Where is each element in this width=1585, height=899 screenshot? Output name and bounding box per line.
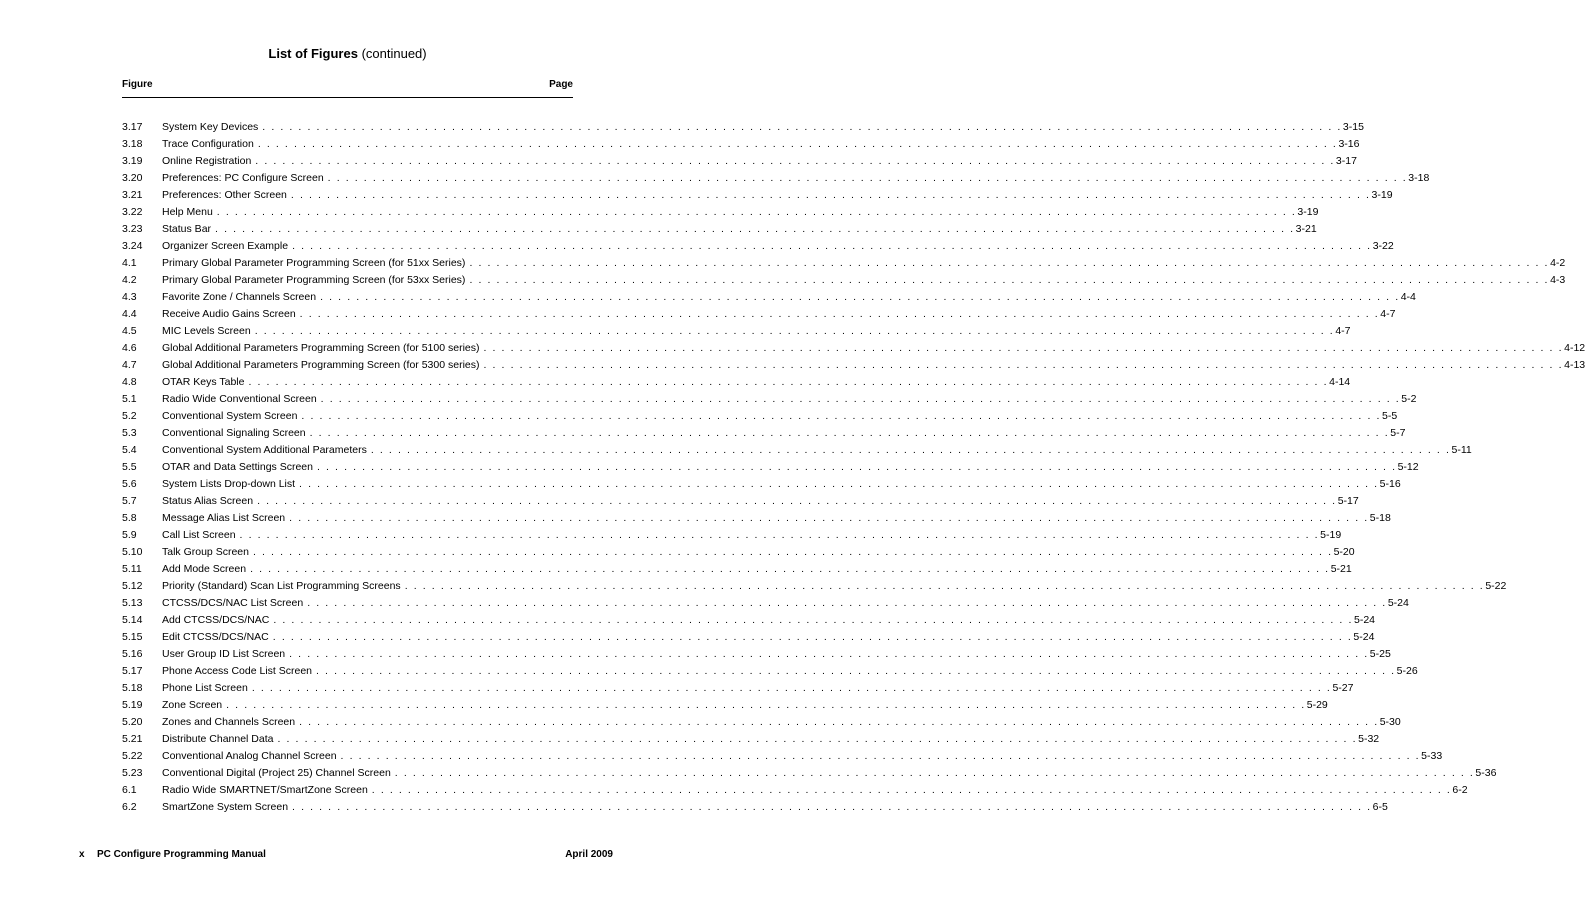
figure-number: 5.9 <box>122 529 137 541</box>
dot-leader: . . . . . . . . . . . . . . . . . . . . . . . . . . . . . . . . . . . . . . . . . . . . . . . . . . . . . . . . . . . . . . . . . . . . . . . . . . . . . . . . . . . . . . . . . . . . . . . . . . . . . . . . . . . . . . . . . . . . . . . . <box>483 342 1564 354</box>
page-column-label: Page <box>549 79 573 90</box>
figure-line <box>162 680 1354 697</box>
dot-leader: . . . . . . . . . . . . . . . . . . . . . . . . . . . . . . . . . . . . . . . . . . . . . . . . . . . . . . . . . . . . . . . . . . . . . . . . . . . . . . . . . . . . . . . . . . . . . . . . . . . . . . . . . . . . . . . . . . . . . . . . <box>299 478 1379 490</box>
dot-leader: . . . . . . . . . . . . . . . . . . . . . . . . . . . . . . . . . . . . . . . . . . . . . . . . . . . . . . . . . . . . . . . . . . . . . . . . . . . . . . . . . . . . . . . . . . . . . . . . . . . . . . . . . . . . . . . . . . . . . . . . <box>469 274 1550 286</box>
figure-line <box>162 476 1401 493</box>
dot-leader: . . . . . . . . . . . . . . . . . . . . . . . . . . . . . . . . . . . . . . . . . . . . . . . . . . . . . . . . . . . . . . . . . . . . . . . . . . . . . . . . . . . . . . . . . . . . . . . . . . . . . . . . . . . . . . . . . . . . . . . . <box>262 121 1342 133</box>
figure-title: Help Menu <box>162 206 213 218</box>
figure-line <box>162 578 1507 595</box>
figure-title: Message Alias List Screen <box>162 512 286 524</box>
figure-title: Conventional Digital (Project 25) Channel Screen <box>162 767 391 779</box>
dot-leader: . . . . . . . . . . . . . . . . . . . . . . . . . . . . . . . . . . . . . . . . . . . . . . . . . . . . . . . . . . . . . . . . . . . . . . . . . . . . . . . . . . . . . . . . . . . . . . . . . . . . . . . . . . . . . . . . . . . . . . . . <box>251 682 1332 694</box>
figure-page: 5-24 <box>1353 631 1375 643</box>
figure-entry[interactable] <box>122 425 1406 442</box>
figure-page: 5-7 <box>1390 427 1406 439</box>
figure-title: Conventional System Additional Parameters <box>162 444 367 456</box>
figure-number: 4.8 <box>122 376 137 388</box>
figure-page: 5-29 <box>1306 699 1328 711</box>
figure-line <box>162 425 1406 442</box>
figure-number: 5.15 <box>122 631 143 643</box>
figure-title: OTAR and Data Settings Screen <box>162 461 313 473</box>
figure-line <box>162 459 1419 476</box>
figure-line <box>162 748 1443 765</box>
figure-number: 6.1 <box>122 784 137 796</box>
figure-number: 5.11 <box>122 563 142 575</box>
figure-title: Organizer Screen Example <box>162 240 289 252</box>
column-header <box>122 79 573 93</box>
figure-number: 6.2 <box>122 801 137 813</box>
figure-number: 5.22 <box>122 750 143 762</box>
figure-line <box>162 255 1566 272</box>
figure-line <box>162 238 1394 255</box>
figure-entry[interactable] <box>122 765 1497 782</box>
dot-leader: . . . . . . . . . . . . . . . . . . . . . . . . . . . . . . . . . . . . . . . . . . . . . . . . . . . . . . . . . . . . . . . . . . . . . . . . . . . . . . . . . . . . . . . . . . . . . . . . . . . . . . . . . . . . . . . . . . . . . . . . <box>299 308 1380 320</box>
figure-page: 3-22 <box>1372 240 1394 252</box>
figure-line <box>162 510 1391 527</box>
figure-number: 5.16 <box>122 648 143 660</box>
figure-page: 4-4 <box>1400 291 1416 303</box>
figure-page: 5-27 <box>1332 682 1354 694</box>
dot-leader: . . . . . . . . . . . . . . . . . . . . . . . . . . . . . . . . . . . . . . . . . . . . . . . . . . . . . . . . . . . . . . . . . . . . . . . . . . . . . . . . . . . . . . . . . . . . . . . . . . . . . . . . . . . . . . . . . . . . . . . . <box>320 393 1401 405</box>
figure-entry[interactable] <box>122 544 1355 561</box>
figure-line <box>162 391 1417 408</box>
figure-page: 3-16 <box>1338 138 1360 150</box>
figure-line <box>162 153 1357 170</box>
figure-line <box>162 799 1388 816</box>
dot-leader: . . . . . . . . . . . . . . . . . . . . . . . . . . . . . . . . . . . . . . . . . . . . . . . . . . . . . . . . . . . . . . . . . . . . . . . . . . . . . . . . . . . . . . . . . . . . . . . . . . . . . . . . . . . . . . . . . . . . . . . . <box>252 546 1333 558</box>
figure-number: 5.21 <box>122 733 143 745</box>
figure-line <box>162 544 1355 561</box>
figure-page: 4-14 <box>1329 376 1351 388</box>
figure-page: 5-20 <box>1333 546 1355 558</box>
figure-line <box>162 374 1351 391</box>
figure-line <box>162 731 1380 748</box>
dot-leader: . . . . . . . . . . . . . . . . . . . . . . . . . . . . . . . . . . . . . . . . . . . . . . . . . . . . . . . . . . . . . . . . . . . . . . . . . . . . . . . . . . . . . . . . . . . . . . . . . . . . . . . . . . . . . . . . . . . . . . . . <box>272 631 1353 643</box>
figure-entry[interactable] <box>122 714 1401 731</box>
dot-leader: . . . . . . . . . . . . . . . . . . . . . . . . . . . . . . . . . . . . . . . . . . . . . . . . . . . . . . . . . . . . . . . . . . . . . . . . . . . . . . . . . . . . . . . . . . . . . . . . . . . . . . . . . . . . . . . . . . . . . . . . <box>257 495 1337 507</box>
figure-entry[interactable] <box>122 306 1396 323</box>
figure-entry[interactable] <box>122 476 1401 493</box>
figure-page: 5-30 <box>1379 716 1401 728</box>
figure-line <box>162 714 1401 731</box>
figure-entry[interactable] <box>122 527 1342 544</box>
figure-number: 5.17 <box>122 665 143 677</box>
figure-number: 3.19 <box>122 155 143 167</box>
figure-number: 4.5 <box>122 325 137 337</box>
figure-entry[interactable] <box>122 323 1351 340</box>
figure-title: Phone Access Code List Screen <box>162 665 313 677</box>
figure-title: Radio Wide Conventional Screen <box>162 393 317 405</box>
figure-title: Favorite Zone / Channels Screen <box>162 291 317 303</box>
dot-leader: . . . . . . . . . . . . . . . . . . . . . . . . . . . . . . . . . . . . . . . . . . . . . . . . . . . . . . . . . . . . . . . . . . . . . . . . . . . . . . . . . . . . . . . . . . . . . . . . . . . . . . . . . . . . . . . . . . . . . . . . <box>327 172 1408 184</box>
figure-title: Online Registration <box>162 155 252 167</box>
dot-leader: . . . . . . . . . . . . . . . . . . . . . . . . . . . . . . . . . . . . . . . . . . . . . . . . . . . . . . . . . . . . . . . . . . . . . . . . . . . . . . . . . . . . . . . . . . . . . . . . . . . . . . . . . . . . . . . . . . . . . . . . <box>320 291 1400 303</box>
figure-number: 5.5 <box>122 461 137 473</box>
figure-page: 4-12 <box>1564 342 1585 354</box>
figure-page: 5-5 <box>1382 410 1398 422</box>
figure-line <box>162 323 1351 340</box>
figure-number: 5.6 <box>122 478 137 490</box>
figure-number: 5.4 <box>122 444 137 456</box>
figure-line <box>162 782 1468 799</box>
dot-leader: . . . . . . . . . . . . . . . . . . . . . . . . . . . . . . . . . . . . . . . . . . . . . . . . . . . . . . . . . . . . . . . . . . . . . . . . . . . . . . . . . . . . . . . . . . . . . . . . . . . . . . . . . . . . . . . . . . . . . . . . <box>316 665 1396 677</box>
dot-leader: . . . . . . . . . . . . . . . . . . . . . . . . . . . . . . . . . . . . . . . . . . . . . . . . . . . . . . . . . . . . . . . . . . . . . . . . . . . . . . . . . . . . . . . . . . . . . . . . . . . . . . . . . . . . . . . . . . . . . . . . <box>273 614 1353 626</box>
dot-leader: . . . . . . . . . . . . . . . . . . . . . . . . . . . . . . . . . . . . . . . . . . . . . . . . . . . . . . . . . . . . . . . . . . . . . . . . . . . . . . . . . . . . . . . . . . . . . . . . . . . . . . . . . . . . . . . . . . . . . . . . <box>301 410 1382 422</box>
figure-line <box>162 595 1409 612</box>
dot-leader: . . . . . . . . . . . . . . . . . . . . . . . . . . . . . . . . . . . . . . . . . . . . . . . . . . . . . . . . . . . . . . . . . . . . . . . . . . . . . . . . . . . . . . . . . . . . . . . . . . . . . . . . . . . . . . . . . . . . . . . . <box>404 580 1485 592</box>
figure-title: Status Alias Screen <box>162 495 254 507</box>
figure-entry[interactable] <box>122 510 1391 527</box>
figure-entry[interactable] <box>122 731 1380 748</box>
figure-entry[interactable] <box>122 697 1328 714</box>
figure-title: Status Bar <box>162 223 212 235</box>
dot-leader: . . . . . . . . . . . . . . . . . . . . . . . . . . . . . . . . . . . . . . . . . . . . . . . . . . . . . . . . . . . . . . . . . . . . . . . . . . . . . . . . . . . . . . . . . . . . . . . . . . . . . . . . . . . . . . . . . . . . . . . . <box>292 801 1372 813</box>
dot-leader: . . . . . . . . . . . . . . . . . . . . . . . . . . . . . . . . . . . . . . . . . . . . . . . . . . . . . . . . . . . . . . . . . . . . . . . . . . . . . . . . . . . . . . . . . . . . . . . . . . . . . . . . . . . . . . . . . . . . . . . . <box>316 461 1397 473</box>
figure-page: 5-24 <box>1353 614 1375 626</box>
figure-title: Zone Screen <box>162 699 223 711</box>
figure-line <box>162 136 1360 153</box>
figure-number: 5.14 <box>122 614 143 626</box>
figure-title: Trace Configuration <box>162 138 254 150</box>
page-title <box>0 46 695 61</box>
figure-page: 5-11 <box>1451 444 1472 456</box>
figure-line <box>162 527 1342 544</box>
figure-page: 3-19 <box>1371 189 1393 201</box>
figure-page: 5-26 <box>1396 665 1418 677</box>
figure-title: OTAR Keys Table <box>162 376 245 388</box>
figure-title: Primary Global Parameter Programming Screen (for 51xx Series) <box>162 257 466 269</box>
figure-entry[interactable] <box>122 221 1317 238</box>
figure-title: MIC Levels Screen <box>162 325 251 337</box>
dot-leader: . . . . . . . . . . . . . . . . . . . . . . . . . . . . . . . . . . . . . . . . . . . . . . . . . . . . . . . . . . . . . . . . . . . . . . . . . . . . . . . . . . . . . . . . . . . . . . . . . . . . . . . . . . . . . . . . . . . . . . . . <box>309 427 1390 439</box>
figure-entry[interactable] <box>122 408 1398 425</box>
dot-leader: . . . . . . . . . . . . . . . . . . . . . . . . . . . . . . . . . . . . . . . . . . . . . . . . . . . . . . . . . . . . . . . . . . . . . . . . . . . . . . . . . . . . . . . . . . . . . . . . . . . . . . . . . . . . . . . . . . . . . . . . <box>290 189 1371 201</box>
dot-leader: . . . . . . . . . . . . . . . . . . . . . . . . . . . . . . . . . . . . . . . . . . . . . . . . . . . . . . . . . . . . . . . . . . . . . . . . . . . . . . . . . . . . . . . . . . . . . . . . . . . . . . . . . . . . . . . . . . . . . . . . <box>248 376 1329 388</box>
dot-leader: . . . . . . . . . . . . . . . . . . . . . . . . . . . . . . . . . . . . . . . . . . . . . . . . . . . . . . . . . . . . . . . . . . . . . . . . . . . . . . . . . . . . . . . . . . . . . . . . . . . . . . . . . . . . . . . . . . . . . . . . <box>239 529 1320 541</box>
figure-title: System Key Devices <box>162 121 259 133</box>
figure-number: 4.4 <box>122 308 137 320</box>
figure-line <box>162 272 1566 289</box>
figure-number: 5.12 <box>122 580 143 592</box>
figure-line <box>162 765 1497 782</box>
figure-page: 4-7 <box>1380 308 1396 320</box>
figure-title: User Group ID List Screen <box>162 648 286 660</box>
figure-line <box>162 170 1430 187</box>
figure-number: 4.6 <box>122 342 137 354</box>
figure-entry[interactable] <box>122 680 1354 697</box>
figure-title: Priority (Standard) Scan List Programming Screens <box>162 580 401 592</box>
figure-page: 4-13 <box>1564 359 1585 371</box>
figure-line <box>162 289 1416 306</box>
header-divider <box>122 97 573 98</box>
figure-title: Global Additional Parameters Programming Screen (for 5300 series) <box>162 359 480 371</box>
figure-page: 3-19 <box>1297 206 1319 218</box>
figure-line <box>162 442 1472 459</box>
figure-entry[interactable] <box>122 187 1393 204</box>
figure-line <box>162 204 1319 221</box>
figure-title: Add CTCSS/DCS/NAC <box>162 614 270 626</box>
figure-page: 4-7 <box>1335 325 1351 337</box>
figure-entry[interactable] <box>122 561 1352 578</box>
figure-line <box>162 612 1375 629</box>
dot-leader: . . . . . . . . . . . . . . . . . . . . . . . . . . . . . . . . . . . . . . . . . . . . . . . . . . . . . . . . . . . . . . . . . . . . . . . . . . . . . . . . . . . . . . . . . . . . . . . . . . . . . . . . . . . . . . . . . . . . . . . . <box>289 648 1369 660</box>
figure-number: 4.7 <box>122 359 137 371</box>
figure-title: Conventional Signaling Screen <box>162 427 306 439</box>
figure-title: Global Additional Parameters Programming Screen (for 5100 series) <box>162 342 480 354</box>
figure-entry[interactable] <box>122 459 1419 476</box>
figure-line <box>162 306 1396 323</box>
figure-entry[interactable] <box>122 629 1375 646</box>
figure-page: 5-24 <box>1387 597 1409 609</box>
figure-entry[interactable] <box>122 374 1351 391</box>
figure-number: 5.3 <box>122 427 137 439</box>
figure-entry[interactable] <box>122 442 1472 459</box>
figure-page: 5-16 <box>1379 478 1401 490</box>
dot-leader: . . . . . . . . . . . . . . . . . . . . . . . . . . . . . . . . . . . . . . . . . . . . . . . . . . . . . . . . . . . . . . . . . . . . . . . . . . . . . . . . . . . . . . . . . . . . . . . . . . . . . . . . . . . . . . . . . . . . . . . . <box>257 138 1338 150</box>
figure-entry[interactable] <box>122 119 1364 136</box>
figure-page: 5-25 <box>1369 648 1391 660</box>
figure-title: Primary Global Parameter Programming Screen (for 53xx Series) <box>162 274 466 286</box>
figure-page: 6-2 <box>1452 784 1468 796</box>
figure-entry[interactable] <box>122 357 1585 374</box>
figure-number: 3.24 <box>122 240 143 252</box>
figure-page: 3-18 <box>1408 172 1430 184</box>
figure-title: Edit CTCSS/DCS/NAC <box>162 631 269 643</box>
figure-number: 3.20 <box>122 172 143 184</box>
figure-line <box>162 629 1375 646</box>
figure-number: 5.13 <box>122 597 143 609</box>
figure-page: 5-21 <box>1330 563 1352 575</box>
dot-leader: . . . . . . . . . . . . . . . . . . . . . . . . . . . . . . . . . . . . . . . . . . . . . . . . . . . . . . . . . . . . . . . . . . . . . . . . . . . . . . . . . . . . . . . . . . . . . . . . . . . . . . . . . . . . . . . . . . . . . . . . <box>289 512 1369 524</box>
figure-number: 5.7 <box>122 495 137 507</box>
figure-entry[interactable] <box>122 238 1394 255</box>
figure-entry[interactable] <box>122 799 1388 816</box>
figure-entry[interactable] <box>122 646 1391 663</box>
figure-page: 5-18 <box>1369 512 1391 524</box>
figure-entry[interactable] <box>122 170 1430 187</box>
page-title-suffix: (continued) <box>357 46 427 61</box>
figure-number: 5.19 <box>122 699 143 711</box>
figure-entry[interactable] <box>122 255 1566 272</box>
figure-entry[interactable] <box>122 748 1443 765</box>
figure-entry[interactable] <box>122 578 1507 595</box>
figure-page: 3-15 <box>1342 121 1364 133</box>
figure-page: 4-2 <box>1550 257 1566 269</box>
figure-page: 5-17 <box>1337 495 1359 507</box>
figure-entry[interactable] <box>122 391 1417 408</box>
figure-line <box>162 187 1393 204</box>
figure-entry[interactable] <box>122 493 1359 510</box>
figure-title: Radio Wide SMARTNET/SmartZone Screen <box>162 784 368 796</box>
figure-number: 5.23 <box>122 767 143 779</box>
figure-title: Conventional System Screen <box>162 410 298 422</box>
dot-leader: . . . . . . . . . . . . . . . . . . . . . . . . . . . . . . . . . . . . . . . . . . . . . . . . . . . . . . . . . . . . . . . . . . . . . . . . . . . . . . . . . . . . . . . . . . . . . . . . . . . . . . . . . . . . . . . . . . . . . . . . <box>250 563 1330 575</box>
figure-list <box>122 119 1585 816</box>
figure-line <box>162 493 1359 510</box>
dot-leader: . . . . . . . . . . . . . . . . . . . . . . . . . . . . . . . . . . . . . . . . . . . . . . . . . . . . . . . . . . . . . . . . . . . . . . . . . . . . . . . . . . . . . . . . . . . . . . . . . . . . . . . . . . . . . . . . . . . . . . . . <box>299 716 1379 728</box>
page-footer <box>79 849 613 863</box>
dot-leader: . . . . . . . . . . . . . . . . . . . . . . . . . . . . . . . . . . . . . . . . . . . . . . . . . . . . . . . . . . . . . . . . . . . . . . . . . . . . . . . . . . . . . . . . . . . . . . . . . . . . . . . . . . . . . . . . . . . . . . . . <box>292 240 1372 252</box>
dot-leader: . . . . . . . . . . . . . . . . . . . . . . . . . . . . . . . . . . . . . . . . . . . . . . . . . . . . . . . . . . . . . . . . . . . . . . . . . . . . . . . . . . . . . . . . . . . . . . . . . . . . . . . . . . . . . . . . . . . . . . . . <box>469 257 1550 269</box>
figure-title: Preferences: Other Screen <box>162 189 287 201</box>
figure-number: 4.2 <box>122 274 137 286</box>
footer-page-numeral: x <box>79 849 85 860</box>
figure-entry[interactable] <box>122 595 1409 612</box>
figure-page: 5-19 <box>1320 529 1342 541</box>
dot-leader: . . . . . . . . . . . . . . . . . . . . . . . . . . . . . . . . . . . . . . . . . . . . . . . . . . . . . . . . . . . . . . . . . . . . . . . . . . . . . . . . . . . . . . . . . . . . . . . . . . . . . . . . . . . . . . . . . . . . . . . . <box>215 223 1295 235</box>
figure-number: 5.20 <box>122 716 143 728</box>
figure-page: 5-33 <box>1421 750 1443 762</box>
figure-entry[interactable] <box>122 782 1468 799</box>
figure-line <box>162 408 1398 425</box>
footer-date: April 2009 <box>565 849 613 860</box>
figure-entry[interactable] <box>122 204 1319 221</box>
figure-page: 4-3 <box>1550 274 1566 286</box>
figure-number: 5.8 <box>122 512 137 524</box>
dot-leader: . . . . . . . . . . . . . . . . . . . . . . . . . . . . . . . . . . . . . . . . . . . . . . . . . . . . . . . . . . . . . . . . . . . . . . . . . . . . . . . . . . . . . . . . . . . . . . . . . . . . . . . . . . . . . . . . . . . . . . . . <box>255 155 1335 167</box>
figure-line <box>162 646 1391 663</box>
figure-line <box>162 221 1317 238</box>
page-title-main: List of Figures <box>268 46 358 61</box>
figure-line <box>162 561 1352 578</box>
figure-number: 5.2 <box>122 410 137 422</box>
figure-number: 5.10 <box>122 546 143 558</box>
figure-page: 3-17 <box>1335 155 1357 167</box>
figure-line <box>162 663 1418 680</box>
figure-number: 3.22 <box>122 206 143 218</box>
figure-number: 5.1 <box>122 393 137 405</box>
figure-line <box>162 357 1585 374</box>
footer-manual-title: PC Configure Programming Manual <box>97 849 266 860</box>
figure-title: Distribute Channel Data <box>162 733 274 745</box>
figure-line <box>162 119 1364 136</box>
figure-title: Zones and Channels Screen <box>162 716 296 728</box>
figure-number: 3.18 <box>122 138 143 150</box>
figure-title: Call List Screen <box>162 529 236 541</box>
figure-column-label: Figure <box>122 79 153 90</box>
figure-title: SmartZone System Screen <box>162 801 289 813</box>
figure-number: 3.23 <box>122 223 143 235</box>
figure-page: 3-21 <box>1295 223 1317 235</box>
figure-title: Add Mode Screen <box>162 563 247 575</box>
figure-title: Talk Group Screen <box>162 546 249 558</box>
figure-entry[interactable] <box>122 663 1418 680</box>
figure-title: Phone List Screen <box>162 682 248 694</box>
figure-page: 5-36 <box>1475 767 1497 779</box>
figure-title: CTCSS/DCS/NAC List Screen <box>162 597 304 609</box>
figure-entry[interactable] <box>122 136 1360 153</box>
figure-line <box>162 697 1328 714</box>
figure-number: 5.18 <box>122 682 143 694</box>
figure-title: Conventional Analog Channel Screen <box>162 750 337 762</box>
figure-entry[interactable] <box>122 340 1585 357</box>
dot-leader: . . . . . . . . . . . . . . . . . . . . . . . . . . . . . . . . . . . . . . . . . . . . . . . . . . . . . . . . . . . . . . . . . . . . . . . . . . . . . . . . . . . . . . . . . . . . . . . . . . . . . . . . . . . . . . . . . . . . . . . . <box>254 325 1335 337</box>
figure-number: 4.3 <box>122 291 137 303</box>
figure-number: 3.17 <box>122 121 143 133</box>
figure-page: 5-22 <box>1485 580 1507 592</box>
dot-leader: . . . . . . . . . . . . . . . . . . . . . . . . . . . . . . . . . . . . . . . . . . . . . . . . . . . . . . . . . . . . . . . . . . . . . . . . . . . . . . . . . . . . . . . . . . . . . . . . . . . . . . . . . . . . . . . . . . . . . . . . <box>340 750 1421 762</box>
figure-entry[interactable] <box>122 612 1375 629</box>
dot-leader: . . . . . . . . . . . . . . . . . . . . . . . . . . . . . . . . . . . . . . . . . . . . . . . . . . . . . . . . . . . . . . . . . . . . . . . . . . . . . . . . . . . . . . . . . . . . . . . . . . . . . . . . . . . . . . . . . . . . . . . . <box>216 206 1297 218</box>
figure-entry[interactable] <box>122 272 1566 289</box>
figure-line <box>162 340 1585 357</box>
figure-entry[interactable] <box>122 289 1416 306</box>
dot-leader: . . . . . . . . . . . . . . . . . . . . . . . . . . . . . . . . . . . . . . . . . . . . . . . . . . . . . . . . . . . . . . . . . . . . . . . . . . . . . . . . . . . . . . . . . . . . . . . . . . . . . . . . . . . . . . . . . . . . . . . . <box>394 767 1475 779</box>
figure-number: 3.21 <box>122 189 143 201</box>
figure-title: Receive Audio Gains Screen <box>162 308 296 320</box>
figure-page: 5-12 <box>1397 461 1419 473</box>
figure-page: 6-5 <box>1372 801 1388 813</box>
figure-title: Preferences: PC Configure Screen <box>162 172 324 184</box>
dot-leader: . . . . . . . . . . . . . . . . . . . . . . . . . . . . . . . . . . . . . . . . . . . . . . . . . . . . . . . . . . . . . . . . . . . . . . . . . . . . . . . . . . . . . . . . . . . . . . . . . . . . . . . . . . . . . . . . . . . . . . . . <box>307 597 1387 609</box>
dot-leader: . . . . . . . . . . . . . . . . . . . . . . . . . . . . . . . . . . . . . . . . . . . . . . . . . . . . . . . . . . . . . . . . . . . . . . . . . . . . . . . . . . . . . . . . . . . . . . . . . . . . . . . . . . . . . . . . . . . . . . . . <box>226 699 1306 711</box>
dot-leader: . . . . . . . . . . . . . . . . . . . . . . . . . . . . . . . . . . . . . . . . . . . . . . . . . . . . . . . . . . . . . . . . . . . . . . . . . . . . . . . . . . . . . . . . . . . . . . . . . . . . . . . . . . . . . . . . . . . . . . . . <box>483 359 1564 371</box>
figure-entry[interactable] <box>122 153 1357 170</box>
figure-number: 4.1 <box>122 257 137 269</box>
dot-leader: . . . . . . . . . . . . . . . . . . . . . . . . . . . . . . . . . . . . . . . . . . . . . . . . . . . . . . . . . . . . . . . . . . . . . . . . . . . . . . . . . . . . . . . . . . . . . . . . . . . . . . . . . . . . . . . . . . . . . . . . <box>277 733 1358 745</box>
dot-leader: . . . . . . . . . . . . . . . . . . . . . . . . . . . . . . . . . . . . . . . . . . . . . . . . . . . . . . . . . . . . . . . . . . . . . . . . . . . . . . . . . . . . . . . . . . . . . . . . . . . . . . . . . . . . . . . . . . . . . . . . <box>371 784 1452 796</box>
figure-page: 5-32 <box>1358 733 1380 745</box>
figure-title: System Lists Drop-down List <box>162 478 296 490</box>
figure-page: 5-2 <box>1401 393 1417 405</box>
dot-leader: . . . . . . . . . . . . . . . . . . . . . . . . . . . . . . . . . . . . . . . . . . . . . . . . . . . . . . . . . . . . . . . . . . . . . . . . . . . . . . . . . . . . . . . . . . . . . . . . . . . . . . . . . . . . . . . . . . . . . . . . <box>370 444 1451 456</box>
